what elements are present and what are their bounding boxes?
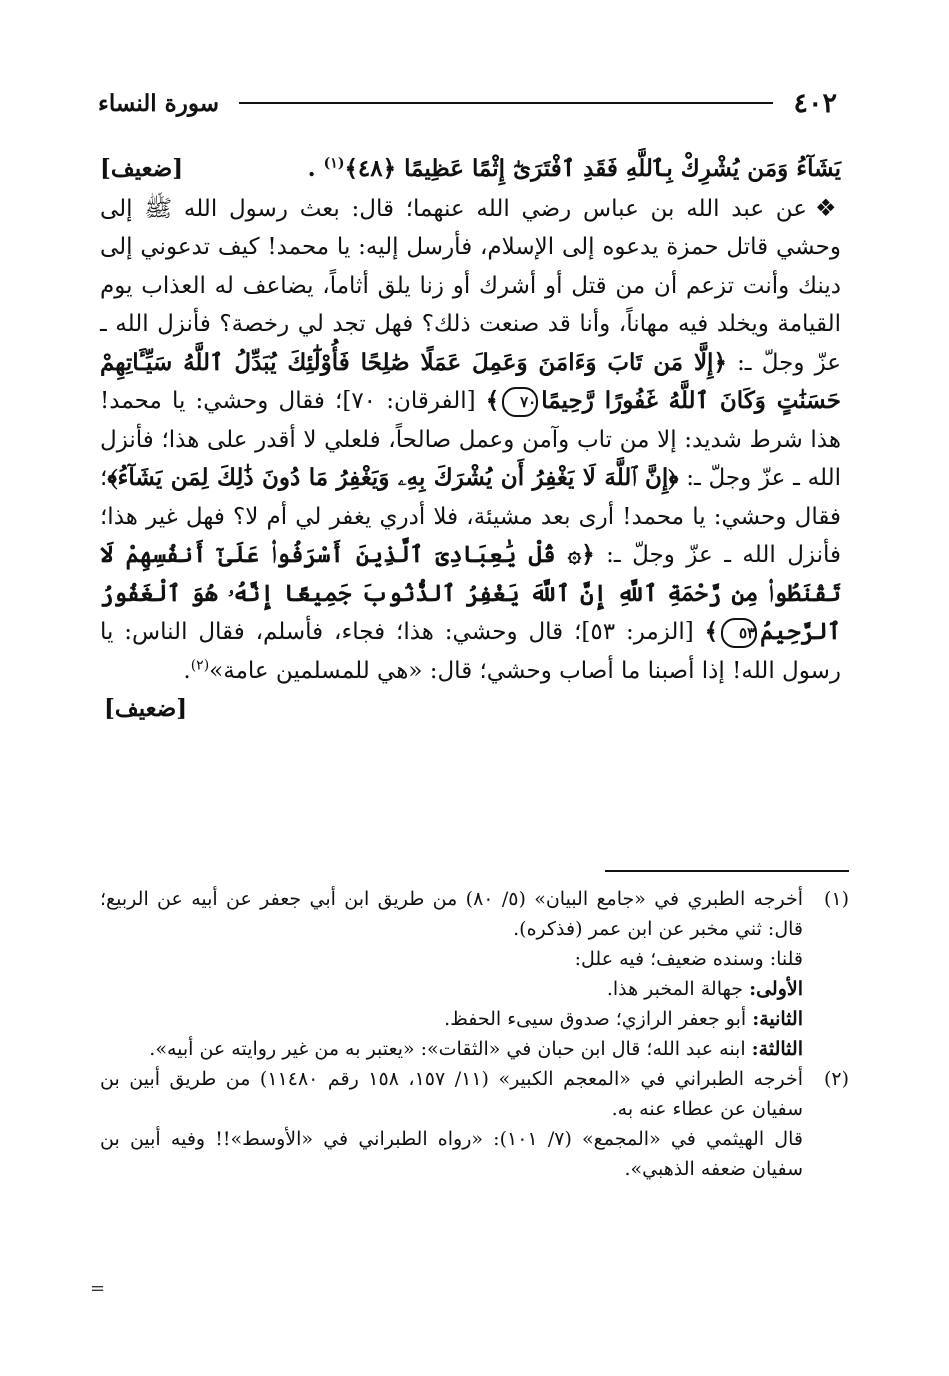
footnote-number: (١) — [823, 888, 849, 910]
quran-quote: ﴿إِنَّ ٱللَّهَ لَا يَغْفِرُ أَن يُشْرَكَ بِهِۦ وَيَغْفِرُ مَا دُونَ ذَٰلِكَ لِمَن يَشَآءُ﴾ — [107, 464, 679, 491]
footnote-ref: (٢) — [190, 656, 210, 673]
running-header — [98, 80, 837, 126]
hadith-text: عن عبد الله بن عباس رضي الله عنهما؛ قال: بعث رسول الله ﷺ إلى وحشي قاتل حمزة يدعوه إلى الإسلام، فأرسل إليه: يا محمد! كيف تدعوني إلى دينك وأنت تزعم أن من قتل أو أشرك أو زنا يلق أثاماً، يضاعف له العذاب يوم القيامة ويخلد فيه مهاناً، وأنا قد صنعت ذلك؟ فهل تجد لي رخصة؟ فأنزل الله ـ عزّ وجلّ ـ: — [100, 195, 841, 376]
surah-title: سورة النساء — [98, 89, 219, 117]
term-label: الثالثة: — [751, 1038, 803, 1060]
term-label: الأولى: — [749, 978, 803, 1000]
ayah-number-icon: ٧٠ — [502, 387, 538, 417]
quran-reference: [الفرقان: ٧٠]؛ — [335, 388, 476, 414]
footnote-text: أخرجه الطبري في «جامع البيان» (٥/ ٨٠) من طريق ابن أبي جعفر عن أبيه عن الربيع؛ قال: ثني مخبر عن ابن عمر (فذكره). — [100, 888, 803, 940]
hadith-text: ؛ فقال وحشي: يا محمد! أرى بعد مشيئة، فلا أدري يغفر لي أم لا؟ فهل غير هذا؛ فأنزل الله ـ عزّ وجلّ ـ: — [100, 465, 841, 568]
verse-line: [ضعيف] يَشَآءُ وَمَن يُشْرِكْ بِٱللَّهِ فَقَدِ ٱفْتَرَىٰٓ إِثْمًا عَظِيمًا ﴿٤٨﴾$^{(١)}$ . — [100, 150, 841, 189]
grade-label: [ضعيف] — [100, 155, 184, 182]
hadith-text: فقال وحشي: يا محمد! هذا شرط شديد: إلا من تاب وآمن وعمل صالحاً، فلعلي لا أقدر على هذا؛ فأنزل الله ـ عزّ وجلّ ـ: — [100, 388, 841, 491]
bullet-icon: ❖ — [815, 193, 841, 222]
ayah-number-icon: ٥٣ — [721, 618, 757, 648]
quran-close: ﴾ — [485, 387, 500, 414]
grade-label: [ضعيف] — [104, 695, 188, 722]
footnote-1 — [100, 884, 849, 1064]
quran-quote: ﴿إِلَّا مَن تَابَ وَءَامَنَ وَعَمِلَ عَمَلًا صَٰلِحًا فَأُوْلَٰٓئِكَ يُبَدِّلُ ٱللَّهُ سَيِّـَٔاتِهِمْ حَسَنَٰتٍ وَكَانَ ٱللَّهُ غَفُورًا رَّحِيمًا — [100, 348, 842, 414]
hadith-paragraph: ❖عن عبد الله بن عباس رضي الله عنهما؛ قال: بعث رسول الله ﷺ إلى وحشي قاتل حمزة يدعوه إلى الإسلام، فأرسل إليه: يا محمد! كيف تدعوني إلى دينك وأنت تزعم أن من قتل أو أشرك أو زنا يلق أثاماً، يضاعف له العذاب يوم القيامة ويخلد فيه مهاناً، وأنا قد صنعت ذلك؟ فهل تجد لي رخصة؟ فأنزل الله ـ عزّ وجلّ ـ: ﴿إِلَّا مَن تَابَ وَءَامَنَ وَعَمِلَ عَمَلًا صَٰلِحًا فَأُوْلَٰٓئِكَ يُبَدِّلُ ٱللَّهُ سَيِّـَٔاتِهِمْ حَسَنَٰتٍ وَكَانَ ٱللَّهُ غَفُورًا رَّحِيمًا٧٠﴾ [الفرقان: ٧٠]؛ فقال وحشي: يا محمد! هذا شرط شديد: إلا من تاب وآمن وعمل صالحاً، فلعلي لا أقدر على هذا؛ فأنزل الله ـ عزّ وجلّ ـ: ﴿إِنَّ ٱللَّهَ لَا يَغْفِرُ أَن يُشْرَكَ بِهِۦ وَيَغْفِرُ مَا دُونَ ذَٰلِكَ لِمَن يَشَآءُ﴾؛ فقال وحشي: يا محمد! أرى بعد مشيئة، فلا أدري يغفر لي أم لا؟ فهل غير هذا؛ فأنزل الله ـ عزّ وجلّ ـ: ﴿۞ قُلْ يَٰعِبَادِىَ ٱلَّذِينَ أَسْرَفُوا۟ عَلَىٰٓ أَنفُسِهِمْ لَا تَقْنَطُوا۟ مِن رَّحْمَةِ ٱللَّهِ إِنَّ ٱللَّهَ يَغْفِرُ ٱلذُّنُوبَ جَمِيعًا إِنَّهُۥ هُوَ ٱلْغَفُورُ ٱلرَّحِيمُ٥٣﴾ [الزمر: ٥٣]؛ قال وحشي: هذا؛ فجاء، فأسلم، فقال الناس: يا رسول الله! إذا أصبنا ما أصاب وحشي؛ قال: «هي للمسلمين عامة»$^{(٢)}$. [ضعيف] — [100, 189, 841, 691]
footnote-text: أبو جعفر الرازي؛ صدوق سيىء الحفظ. — [444, 1008, 747, 1030]
quran-quote: ﴿۞ قُلْ يَٰعِبَادِىَ ٱلَّذِينَ أَسْرَفُوا۟ عَلَىٰٓ أَنفُسِهِمْ لَا تَقْنَطُوا۟ مِن رَّحْمَةِ ٱللَّهِ إِنَّ ٱللَّهَ يَغْفِرُ ٱلذُّنُوبَ جَمِيعًا إِنَّهُۥ هُوَ ٱلْغَفُورُ ٱلرَّحِيمُ — [100, 541, 842, 645]
page-number: ٤٠٢ — [793, 87, 837, 119]
quran-close: ﴾ — [704, 618, 719, 645]
margin-mark: = — [90, 1278, 106, 1299]
footnote-divider — [605, 870, 849, 872]
quran-reference: [الزمر: ٥٣]؛ — [574, 619, 694, 645]
verse-text: يَشَآءُ وَمَن يُشْرِكْ بِٱللَّهِ فَقَدِ ٱفْتَرَىٰٓ إِثْمًا عَظِيمًا ﴿٤٨﴾ — [344, 155, 841, 182]
footnote-number: (٢) — [823, 1068, 849, 1090]
footnotes — [100, 884, 849, 1184]
footnote-ref: (١) — [323, 155, 345, 172]
header-rule — [239, 102, 773, 104]
footnote-text: قلنا: وسنده ضعيف؛ فيه علل: — [574, 948, 803, 970]
footnote-text: قال الهيثمي في «المجمع» (٧/ ١٠١): «رواه الطبراني في «الأوسط»!! وفيه أبين بن سفيان ضعفه الذهبي». — [100, 1128, 803, 1180]
footnote-2 — [100, 1064, 849, 1184]
hadith-text: قال وحشي: هذا؛ فجاء، فأسلم، فقال الناس: يا رسول الله! إذا أصبنا ما أصاب وحشي؛ قال: «هي للمسلمين عامة» — [100, 619, 841, 684]
main-text — [100, 150, 841, 729]
footnote-text: أخرجه الطبراني في «المعجم الكبير» (١١/ ١٥٧، ١٥٨ رقم ١١٤٨٠) من طريق أبين بن سفيان عن عطاء عنه به. — [100, 1068, 803, 1120]
term-label: الثانية: — [752, 1008, 803, 1030]
footnote-text: ابنه عبد الله؛ قال ابن حبان في «الثقات»: «يعتبر به من غير روايته عن أبيه». — [149, 1038, 746, 1060]
footnote-text: جهالة المخبر هذا. — [606, 978, 744, 1000]
